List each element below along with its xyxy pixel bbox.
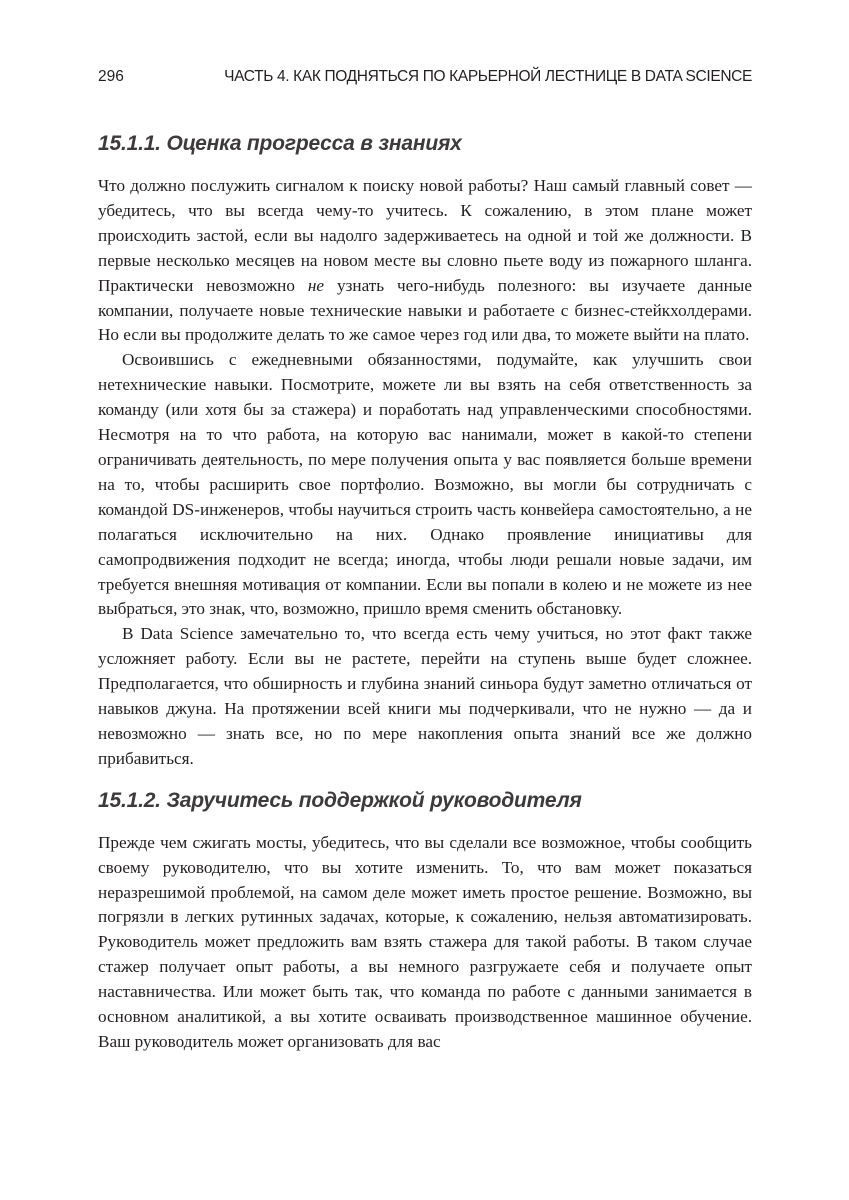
emphasis-text: не bbox=[307, 275, 325, 295]
section-heading-15-1-2: 15.1.2. Заручитесь поддержкой руководителя bbox=[98, 788, 582, 812]
part-title: ЧАСТЬ 4. КАК ПОДНЯТЬСЯ ПО КАРЬЕРНОЙ ЛЕСТНИЦЕ В DATA SCIENCE bbox=[224, 68, 752, 85]
paragraph-text: узнать чего-нибудь полезного: вы изучаете данные компании, получаете новые технические навыки и работаете с бизнес-стейкхолдерами. Но если вы продолжите делать то же самое через год или два, то можете выйти на плато. bbox=[98, 275, 752, 345]
section-heading-15-1-1: 15.1.1. Оценка прогресса в знаниях bbox=[98, 132, 462, 155]
paragraph bbox=[98, 174, 752, 348]
page-content bbox=[98, 128, 752, 1055]
paragraph: Освоившись с ежедневными обязанностями, подумайте, как улучшить свои нетехнические навыки. Посмотрите, можете ли вы взять на себя ответственность за команду (или хотя бы за стажера) и поработать над управленческими способностями. Несмотря на то что работа, на которую вас нанимали, может в какой-то степени ограничивать деятельность, по мере получения опыта у вас появляется больше времени на то, чтобы расширить свое портфолио. Возможно, вы могли бы сотрудничать с командой DS-инженеров, чтобы научиться строить часть конвейера самостоятельно, а не полагаться исключительно на них. Однако проявление инициативы для самопродвижения подходит не всегда; иногда, чтобы люди решали новые задачи, им требуется внешняя мотивация от компании. Если вы попали в колею и не можете из нее выбраться, это знак, что, возможно, пришло время сменить обстановку. bbox=[98, 350, 752, 619]
paragraph-text: Что должно послужить сигналом к поиску новой работы? Наш самый главный совет — убедитесь, что вы всегда чему-то учитесь. К сожалению, в этом плане может происходить застой, если вы надолго задерживаетесь на одной и той же должности. В первые несколько месяцев на новом месте вы словно пьете воду из пожарного шланга. Практически невозможно bbox=[98, 176, 752, 295]
page-number: 296 bbox=[98, 68, 124, 85]
paragraph: В Data Science замечательно то, что всегда есть чему учиться, но этот факт также усложняет работу. Если вы не растете, перейти на ступень выше будет сложнее. Предполагается, что обширность и глубина знаний синьора будут заметно отличаться от навыков джуна. На протяжении всей книги мы подчеркивали, что не нужно — да и невозможно — знать все, но по мере накопления опыта знаний все же должно прибавиться. bbox=[98, 624, 752, 768]
running-head bbox=[98, 68, 752, 94]
paragraph: Прежде чем сжигать мосты, убедитесь, что вы сделали все возможное, чтобы сообщить своему руководителю, что вы хотите изменить. То, что вам может показаться неразрешимой проблемой, на самом деле может иметь простое решение. Возможно, вы погрязли в легких рутинных задачах, которые, к сожалению, нельзя автоматизировать. Руководитель может предложить вам взять стажера для такой работы. В таком случае стажер получает опыт работы, а вы немного разгружаете себя и получаете опыт наставничества. Или может быть так, что команда по работе с данными занимается в основном аналитикой, а вы хотите осваивать производственное машинное обучение. Ваш руководитель может организовать для вас bbox=[98, 832, 752, 1051]
